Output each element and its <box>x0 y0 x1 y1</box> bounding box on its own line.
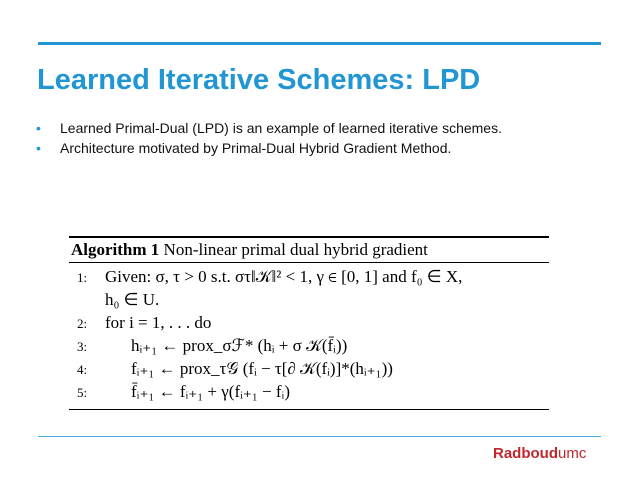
line-text: f̄ᵢ₊₁ ← fᵢ₊₁ + γ(fᵢ₊₁ − fᵢ) <box>131 382 290 401</box>
algorithm-line <box>69 267 549 290</box>
radboudumc-logo <box>493 445 586 462</box>
algorithm-lines <box>69 263 549 407</box>
line-text: for i = 1, . . . do <box>105 313 212 332</box>
algorithm-line <box>69 382 549 405</box>
algorithm-line <box>69 290 549 313</box>
algorithm-bottom-rule <box>69 409 549 410</box>
algorithm-caption: Non-linear primal dual hybrid gradient <box>163 240 428 259</box>
line-number: 5: <box>77 385 88 400</box>
line-text: Given: σ, τ > 0 s.t. στ‖𝒦‖² < 1, γ ∈ [0, 1] and f₀ ∈ X, <box>105 267 463 286</box>
bullet-text: Learned Primal-Dual (LPD) is an example of learned iterative schemes. <box>60 120 502 136</box>
line-number: 4: <box>77 362 88 377</box>
algorithm-box <box>69 236 549 410</box>
line-number: 1: <box>77 270 88 285</box>
line-text: fᵢ₊₁ ← prox_τ𝒢 (fᵢ − τ[∂ 𝒦(fᵢ)]*(hᵢ₊₁)) <box>131 359 393 378</box>
bullet-icon: • <box>36 120 41 136</box>
slide-title: Learned Iterative Schemes: LPD <box>37 64 481 96</box>
logo-text-light: umc <box>558 445 587 462</box>
algorithm-label: Algorithm 1 <box>71 240 160 259</box>
bullet-list <box>36 118 502 158</box>
line-text: h₀ ∈ U. <box>105 290 160 309</box>
algorithm-header <box>69 238 549 261</box>
bottom-divider <box>38 436 601 437</box>
bullet-icon: • <box>36 140 41 156</box>
line-number: 3: <box>77 339 88 354</box>
bullet-text: Architecture motivated by Primal-Dual Hybrid Gradient Method. <box>60 140 452 156</box>
algorithm-line <box>69 336 549 359</box>
bullet-item <box>36 138 502 158</box>
algorithm-line <box>69 313 549 336</box>
algorithm-line <box>69 359 549 382</box>
bullet-item <box>36 118 502 138</box>
line-text: hᵢ₊₁ ← prox_σℱ* (hᵢ + σ 𝒦(f̄ᵢ)) <box>131 336 348 355</box>
top-divider <box>38 42 601 45</box>
line-number: 2: <box>77 316 88 331</box>
logo-text-bold: Radboud <box>493 445 558 462</box>
